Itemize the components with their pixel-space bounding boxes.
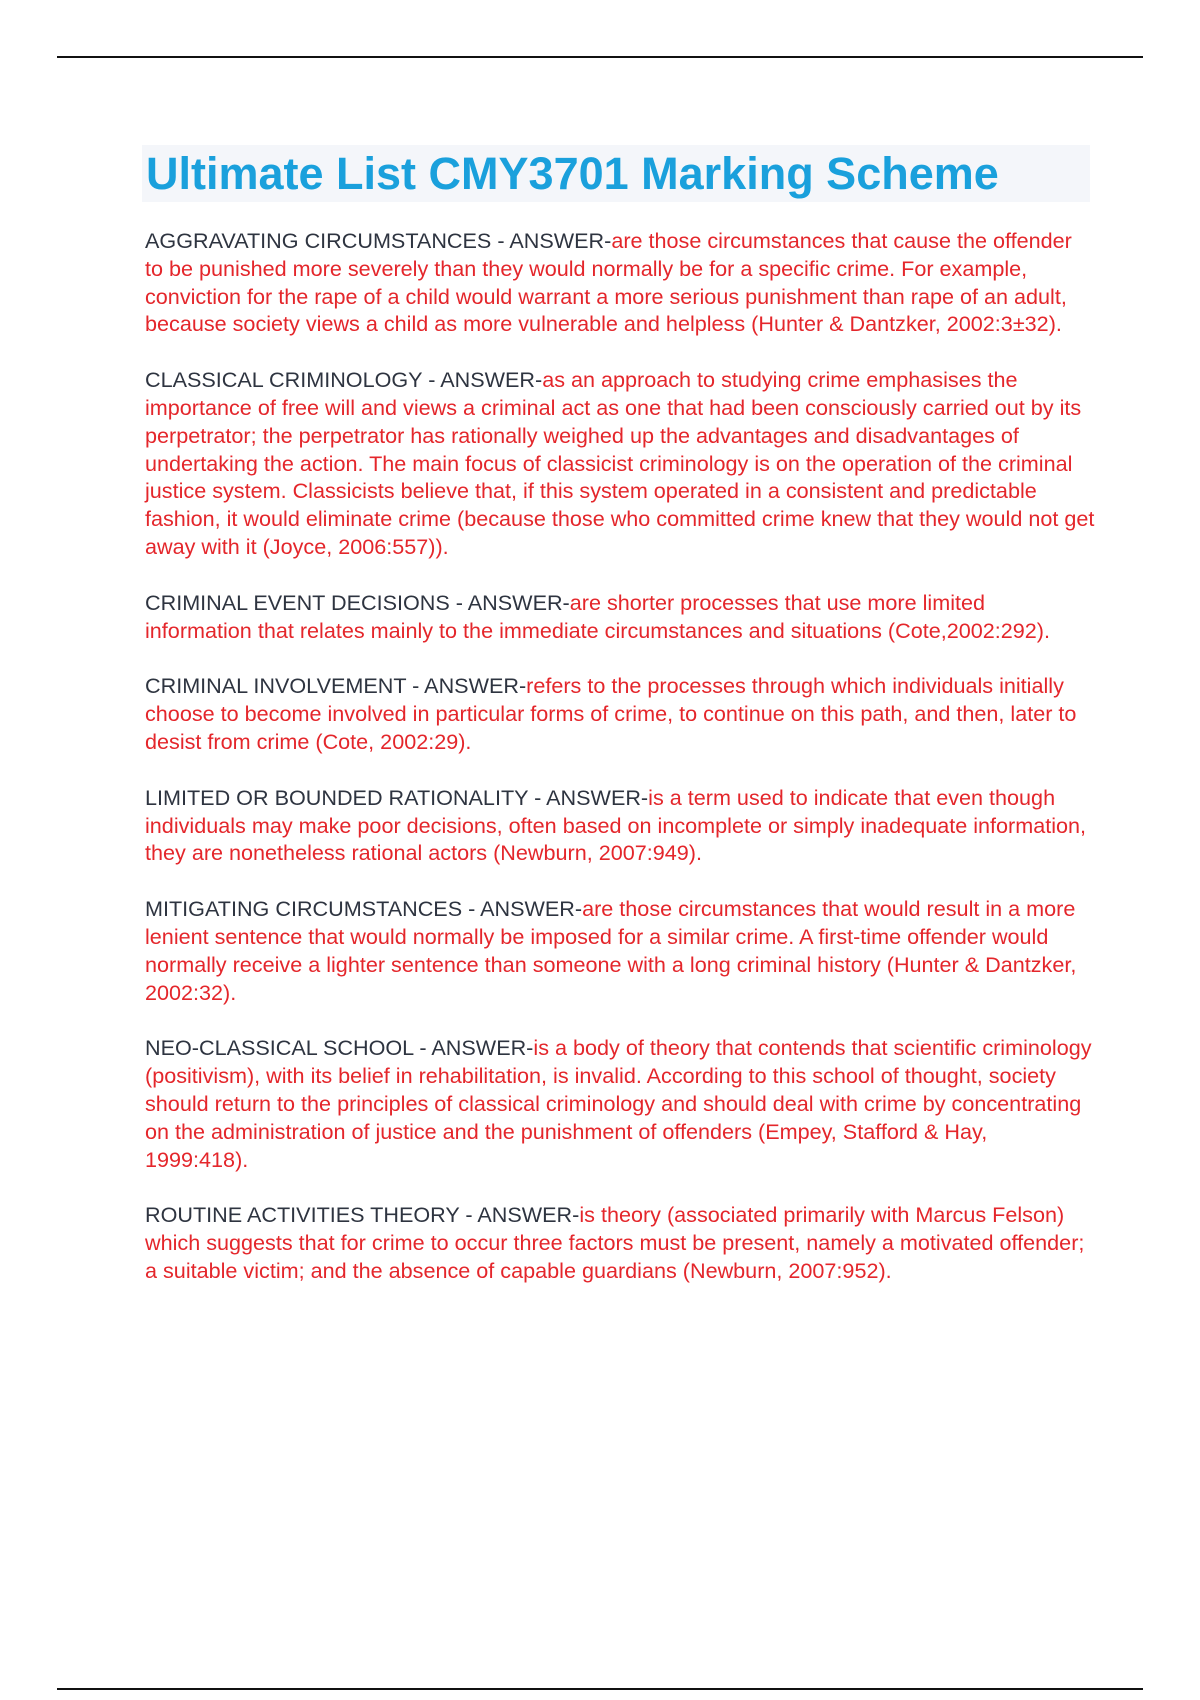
top-divider: [57, 56, 1143, 58]
glossary-list: [145, 227, 1095, 1313]
entry-answer-label: ANSWER-: [440, 367, 543, 393]
entry-term: CRIMINAL INVOLVEMENT: [145, 673, 407, 699]
entry-definition: are those circumstances that would result in a more lenient sentence that would normally be imposed for a similar crime. A first-time offender would normally receive a lighter sentence than someone with a long criminal history (Hunter & Dantzker, 2002:32).: [145, 896, 1077, 1005]
entry-term: LIMITED OR BOUNDED RATIONALITY: [145, 784, 529, 810]
entry-separator: -: [422, 367, 441, 393]
entry-separator: -: [491, 228, 510, 253]
entry-definition: are those circumstances that cause the offender to be punished more severely than they would normally be for a specific crime. For example, conviction for the rape of a child would warrant a more serious punishment than rape of an adult, because society views a child as more vulnerable and helpless (Hunter & Dantzker, 2002:3±32).: [145, 228, 1072, 337]
entry-answer-label: ANSWER-: [546, 784, 649, 810]
bottom-divider: [57, 1688, 1143, 1690]
entry-term: CRIMINAL EVENT DECISIONS: [145, 589, 450, 615]
glossary-entry: [145, 895, 1095, 1006]
entry-answer-label: ANSWER-: [424, 673, 527, 699]
entry-separator: -: [406, 673, 425, 699]
entry-definition: are shorter processes that use more limited information that relates mainly to the immediate circumstances and situations (Cote,2002:292).: [145, 589, 1050, 643]
glossary-entry: [145, 227, 1095, 338]
entry-term: MITIGATING CIRCUMSTANCES: [145, 896, 463, 922]
entry-term: NEO-CLASSICAL SCHOOL: [145, 1035, 414, 1061]
glossary-entry: [145, 1034, 1095, 1173]
entry-term: CLASSICAL CRIMINOLOGY: [145, 367, 423, 393]
entry-definition: is a body of theory that contends that scientific criminology (positivism), with its belief in rehabilitation, is invalid. According to this school of thought, society should return to the principles of classical criminology and should deal with crime by concentrating on the administration of justice and the punishment of offenders (Empey, Stafford & Hay, 1999:418).: [145, 1035, 1092, 1172]
entry-answer-label: ANSWER-: [509, 228, 612, 253]
entry-definition: as an approach to studying crime emphasises the importance of free will and views a criminal act as one that had been consciously carried out by its perpetrator; the perpetrator has rationally weighed up the advantages and disadvantages of undertaking the action. The main focus of classicist criminology is on the operation of the criminal justice system. Classicists believe that, if this system operated in a consistent and predictable fashion, it would eliminate crime (because those who committed crime knew that they would not get away with it (Joyce, 2006:557)).: [145, 367, 1095, 559]
entry-answer-label: ANSWER-: [477, 1202, 580, 1228]
entry-term: AGGRAVATING CIRCUMSTANCES: [145, 228, 492, 253]
entry-definition: refers to the processes through which individuals initially choose to become involved in particular forms of crime, to continue on this path, and then, later to desist from crime (Cote, 2002:29).: [145, 673, 1077, 754]
glossary-entry: [145, 784, 1095, 867]
entry-answer-label: ANSWER-: [467, 589, 570, 615]
entry-separator: -: [528, 784, 547, 810]
glossary-entry: [145, 1201, 1095, 1284]
entry-term: ROUTINE ACTIVITIES THEORY: [145, 1202, 460, 1228]
entry-definition: is theory (associated primarily with Marcus Felson) which suggests that for crime to occur three factors must be present, namely a motivated offender; a suitable victim; and the absence of capable guardians (Newburn, 2007:952).: [145, 1202, 1085, 1283]
glossary-entry: [145, 589, 1095, 645]
entry-separator: -: [459, 1202, 478, 1228]
glossary-entry: [145, 672, 1095, 755]
entry-answer-label: ANSWER-: [431, 1035, 534, 1061]
entry-separator: -: [413, 1035, 432, 1061]
entry-separator: -: [449, 589, 468, 615]
entry-answer-label: ANSWER-: [480, 896, 583, 922]
entry-definition: is a term used to indicate that even though individuals may make poor decisions, often based on incomplete or simply inadequate information, they are nonetheless rational actors (Newburn, 2007:949).: [145, 784, 1087, 866]
entry-separator: -: [462, 896, 481, 922]
glossary-entry: [145, 366, 1095, 561]
page-title: Ultimate List CMY3701 Marking Scheme: [146, 148, 999, 199]
